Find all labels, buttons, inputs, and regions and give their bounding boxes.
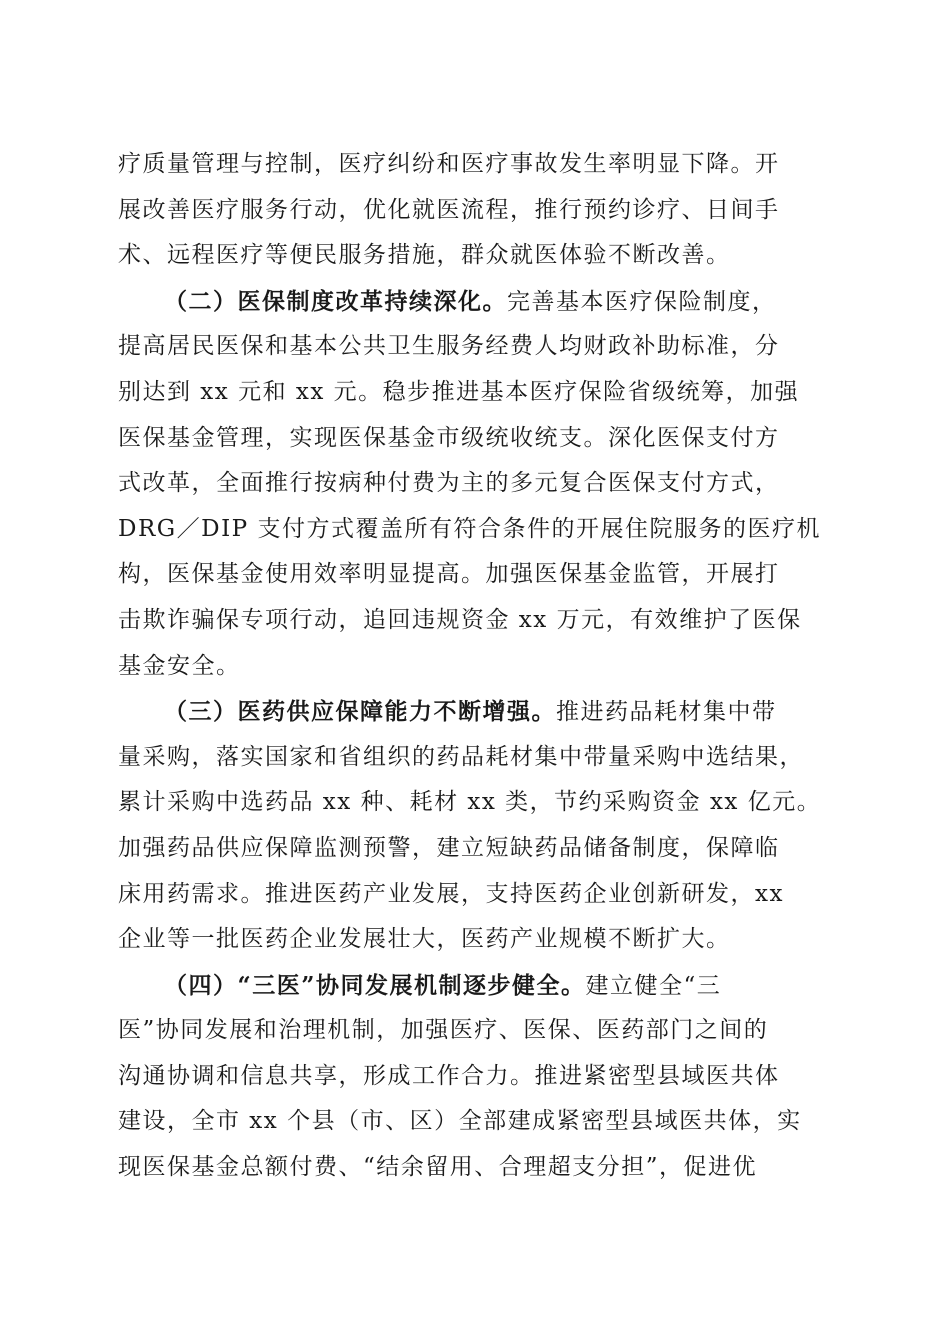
text-line: 术、远程医疗等便民服务措施，群众就医体验不断改善。 [118,242,731,269]
text-line: 展改善医疗服务行动，优化就医流程，推行预约诊疗、日间手 [118,196,780,223]
text-line: 量采购，落实国家和省组织的药品耗材集中带量采购中选结果， [118,743,804,770]
section-heading: （三）医药供应保障能力不断增强。 [164,698,556,726]
text-line: 医”协同发展和治理机制，加强医疗、医保、医药部门之间的 [118,1017,769,1044]
text-line: DRG／DIP 支付方式覆盖所有符合条件的开展住院服务的医疗机 [118,515,821,542]
text-run: 完善基本医疗保险制度， [507,288,777,315]
text-run: 推进药品耗材集中带 [556,699,777,726]
text-line: 医保基金管理，实现医保基金市级统收统支。深化医保支付方 [118,424,780,451]
paragraph [118,963,830,1191]
text-line: 构，医保基金使用效率明显提高。加强医保基金监管，开展打 [118,561,780,588]
text-line [118,963,830,1009]
text-line: 别达到 xx 元和 xx 元。稳步推进基本医疗保险省级统筹，加强 [118,378,800,405]
section-heading: （四）“三医”协同发展机制逐步健全。 [164,971,586,999]
text-run: 建立健全“三 [585,972,722,999]
text-line: 式改革，全面推行按病种付费为主的多元复合医保支付方式， [118,470,780,497]
document-body [118,142,830,1191]
text-line: 建设，全市 xx 个县（市、区）全部建成紧密型县域医共体，实 [118,1108,802,1135]
text-line: 现医保基金总额付费、“结余留用、合理超支分担”，促进优 [118,1154,758,1181]
text-line: 沟通协调和信息共享，形成工作合力。推进紧密型县域医共体 [118,1062,780,1089]
text-line: 企业等一批医药企业发展壮大，医药产业规模不断扩大。 [118,926,731,953]
text-line: 基金安全。 [118,652,241,679]
text-line: 累计采购中选药品 xx 种、耗材 xx 类，节约采购资金 xx 亿元。 [118,789,822,816]
text-line [118,689,830,735]
text-line: 床用药需求。推进医药产业发展，支持医药企业创新研发，xx [118,880,784,907]
section-heading: （二）医保制度改革持续深化。 [164,287,507,315]
text-line: 疗质量管理与控制，医疗纠纷和医疗事故发生率明显下降。开 [118,151,780,177]
text-line: 击欺诈骗保专项行动，追回违规资金 xx 万元，有效维护了医保 [118,606,802,633]
text-line: 加强药品供应保障监测预警，建立短缺药品储备制度，保障临 [118,834,780,861]
text-line [118,279,830,325]
paragraph [118,689,830,963]
text-line: 提高居民医保和基本公共卫生服务经费人均财政补助标准，分 [118,333,780,360]
paragraph [118,142,830,279]
paragraph [118,279,830,689]
